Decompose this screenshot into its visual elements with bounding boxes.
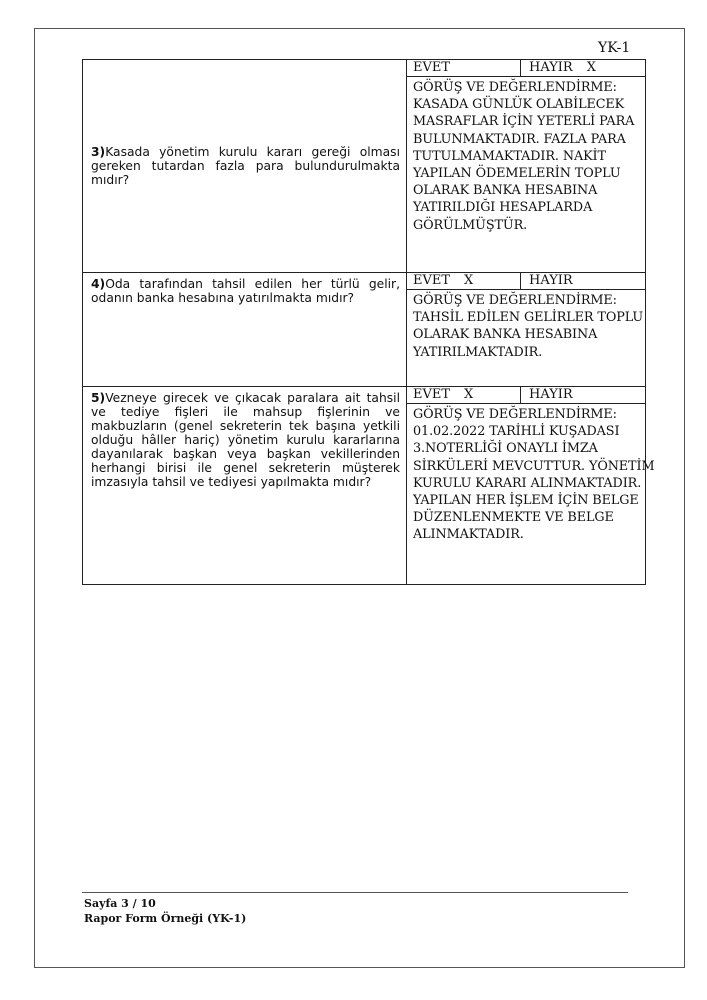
- yes-no-row: [407, 387, 645, 404]
- question-number: 5): [91, 391, 106, 405]
- evaluation-text: GÖRÜŞ VE DEĞERLENDİRME: KASADA GÜNLÜK OLABİLECEK MASRAFLAR İÇİN YETERLİ PARA BULUNMAKTADIR. FAZLA PARA TUTULMAMAKTADIR. NAKİT YAPILAN ÖDEMELERİN TOPLU OLARAK BANKA HESABINA YATIRILDIĞI HESAPLARDA GÖRÜLMÜŞTÜR.: [413, 80, 635, 233]
- document-code: YK-1: [598, 40, 631, 56]
- answer-cell: [407, 387, 655, 585]
- page-number: Sayfa 3 / 10: [84, 897, 156, 910]
- answer-cell: [407, 60, 646, 273]
- question-number: 3): [91, 145, 106, 159]
- report-table: [82, 59, 655, 585]
- question-cell: [83, 60, 407, 273]
- table-row: [83, 387, 646, 585]
- question-number: 4): [91, 277, 106, 291]
- question-text: Oda tarafından tahsil edilen her türlü gelir, odanın banka hesabına yatırılmakta mıdır?: [91, 277, 400, 305]
- hayir-mark: X: [586, 60, 596, 75]
- evet-mark: X: [464, 273, 474, 288]
- evet-box: EVET: [407, 60, 521, 76]
- evet-box: EVET X: [407, 387, 521, 403]
- hayir-box: HAYIR X: [529, 60, 596, 75]
- question-text: Vezneye girecek ve çıkacak paralara ait tahsil ve tediye fişleri ile mahsup fişlerinin ve makbuzların (genel sekreterin tek başına yetkili olduğu hâller hariç) yönetim kurulu kararlarına dayanılarak başkan veya başkan vekillerinden herhangi birisi ile genel sekreterin müşterek imzasıyla tahsil ve tediyesi yapılmakta mıdır?: [91, 391, 400, 489]
- evet-box: EVET X: [407, 273, 521, 289]
- table-row: [83, 273, 646, 387]
- form-name: Rapor Form Örneği (YK-1): [84, 912, 247, 925]
- evet-mark: X: [464, 387, 474, 402]
- hayir-box: HAYIR: [529, 387, 573, 402]
- footer-divider: [82, 892, 628, 893]
- yes-no-row: [407, 273, 645, 290]
- evaluation-text: GÖRÜŞ VE DEĞERLENDİRME: TAHSİL EDİLEN GELİRLER TOPLU OLARAK BANKA HESABINA YATIRILMAKTADIR.: [413, 293, 644, 360]
- hayir-box: HAYIR: [529, 273, 573, 288]
- question-text: Kasada yönetim kurulu kararı gereği olması gereken tutardan fazla para bulundurulmakta mıdır?: [91, 145, 400, 187]
- answer-cell: [407, 273, 646, 387]
- yes-no-row: [407, 60, 645, 77]
- question-cell: [83, 273, 407, 387]
- evaluation-text: GÖRÜŞ VE DEĞERLENDİRME: 01.02.2022 TARİHLİ KUŞADASI 3.NOTERLİĞİ ONAYLI İMZA SİRKÜLERİ MEVCUTTUR. YÖNETİM KURULU KARARI ALINMAKTADIR. YAPILAN HER İŞLEM İÇİN BELGE DÜZENLENMEKTE VE BELGE ALINMAKTADIR.: [413, 407, 655, 543]
- table-row: [83, 60, 646, 273]
- question-cell: [83, 387, 407, 585]
